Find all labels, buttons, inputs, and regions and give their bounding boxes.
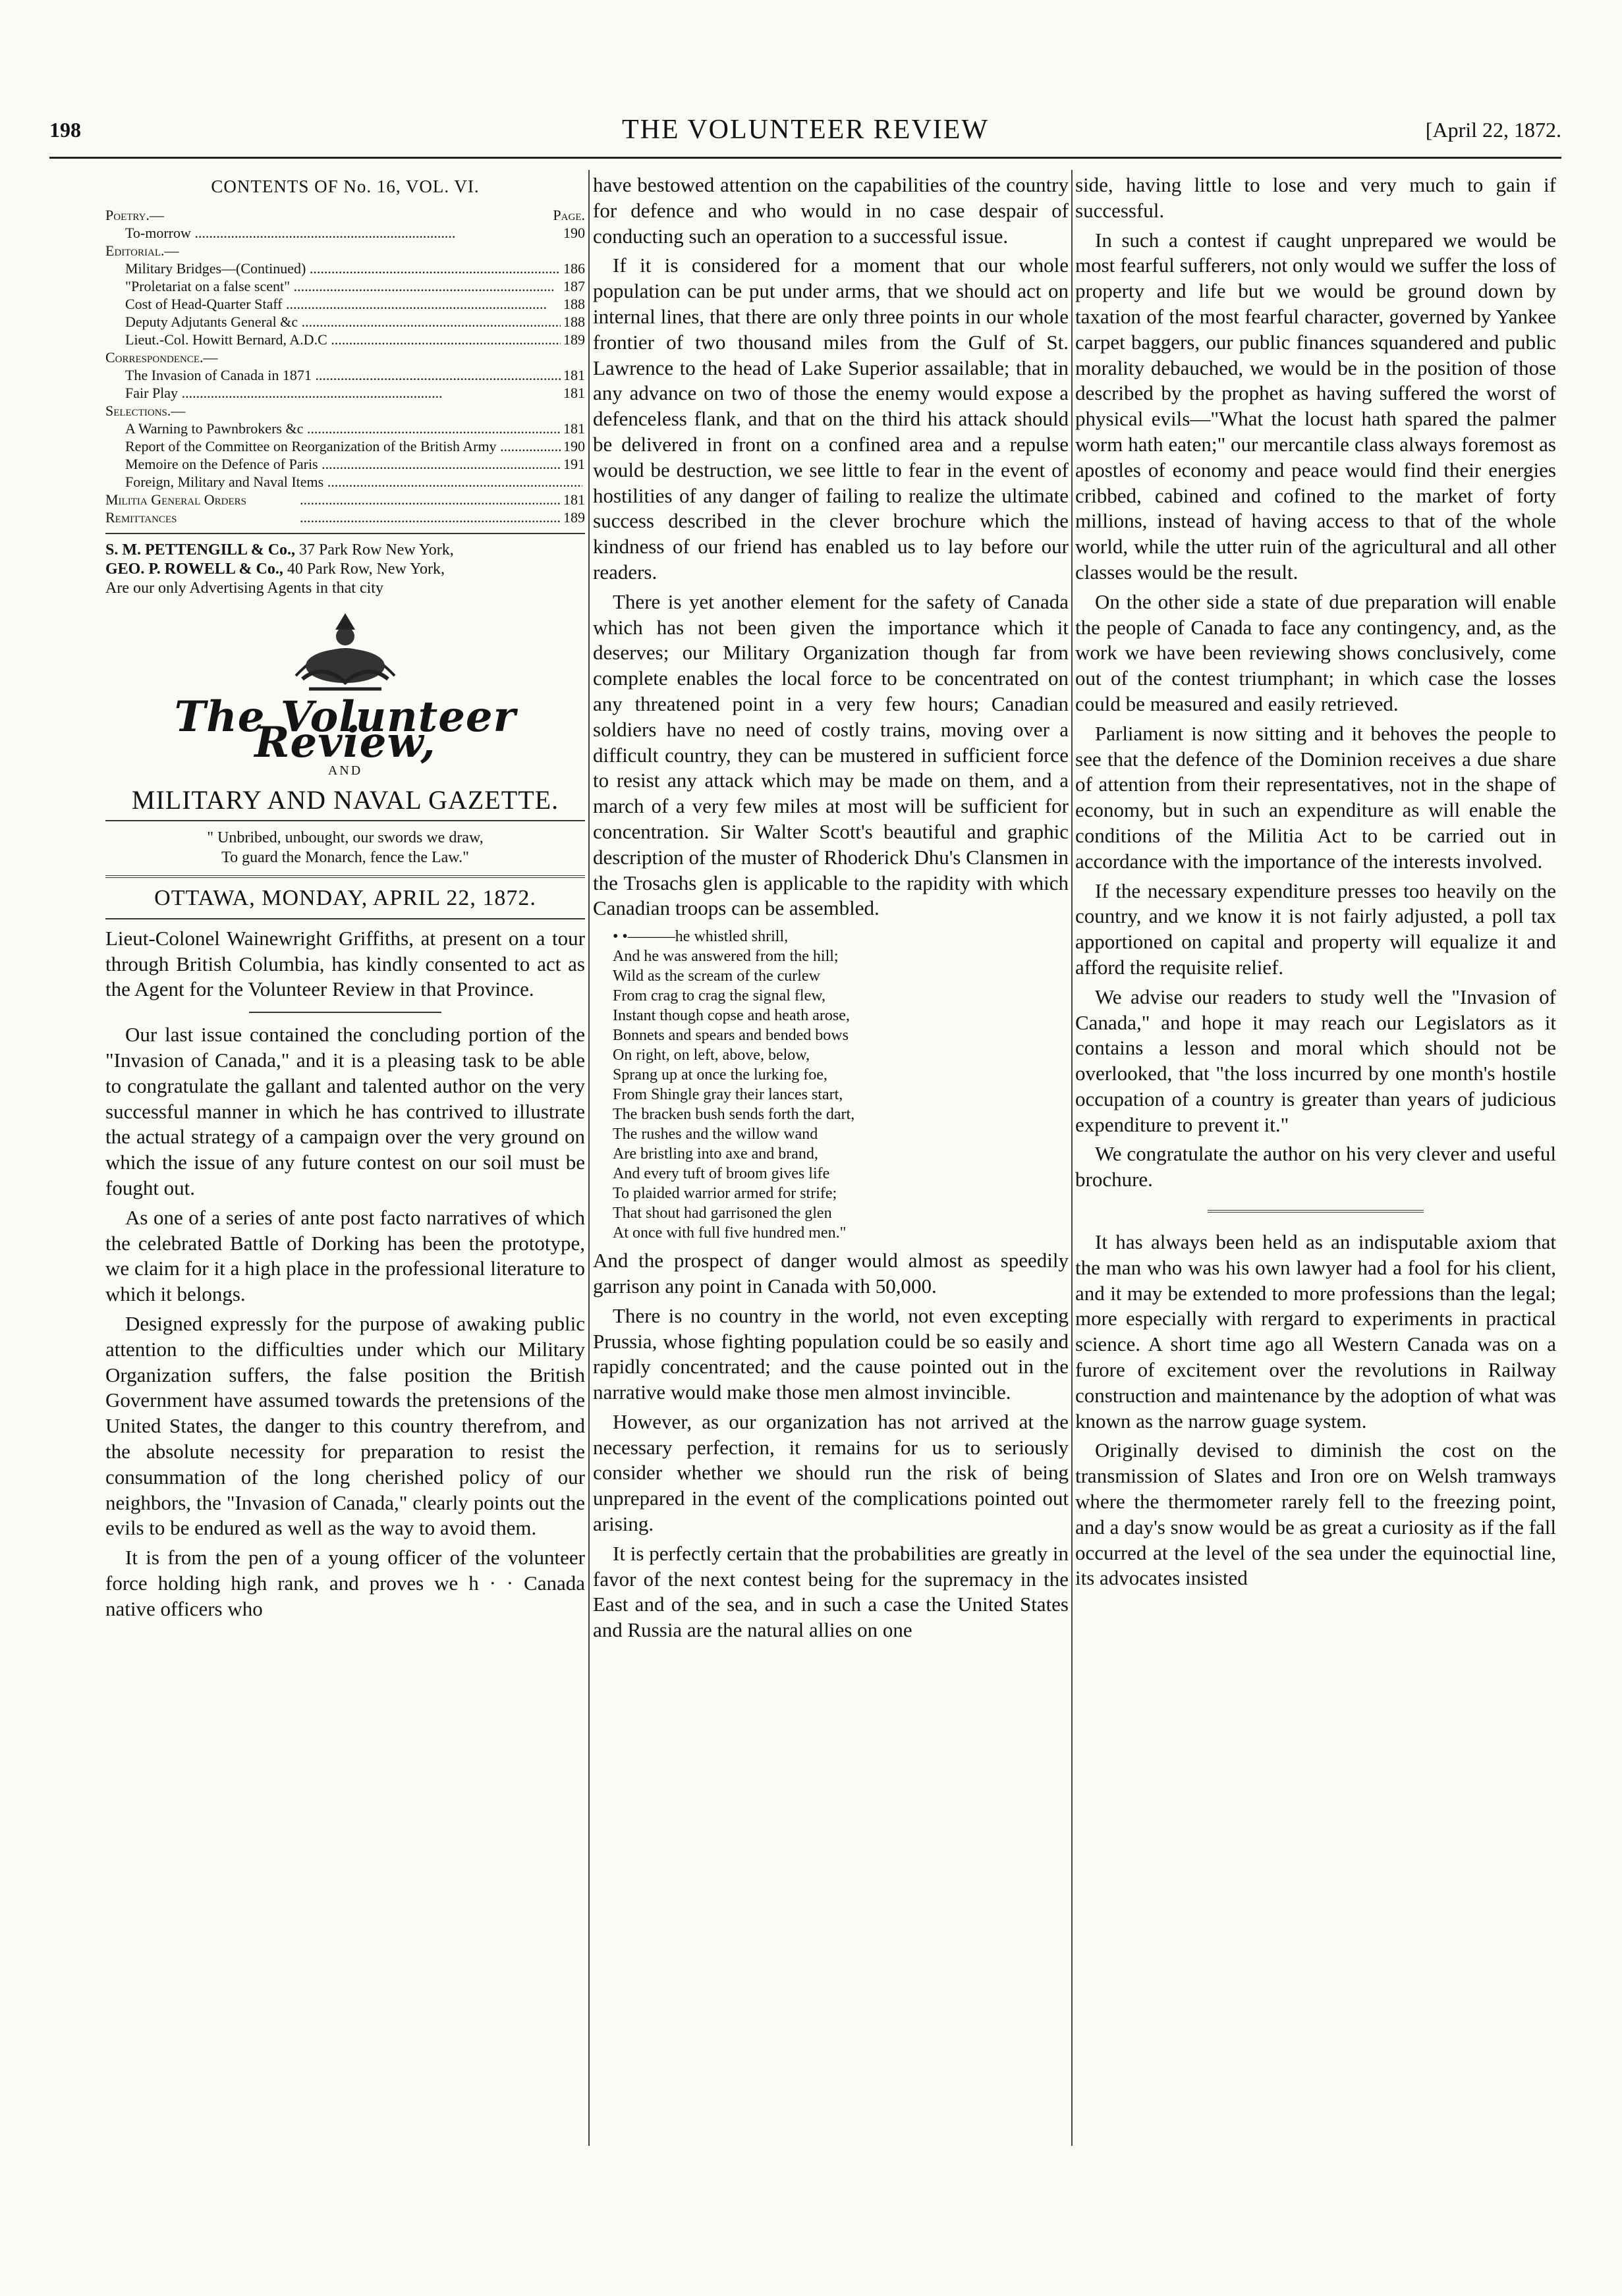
divider bbox=[105, 820, 585, 821]
divider bbox=[105, 533, 585, 534]
contents-item: To-morrow ..... 190 bbox=[105, 224, 585, 242]
column-rule bbox=[1071, 170, 1073, 2146]
article-paragraph: If the necessary expenditure presses too heavily on the country, and we know it is not fairly adjusted, a poll tax apportioned on capital and property will equalize it and afford the requisite relief. bbox=[1075, 879, 1556, 979]
contents-item: Military Bridges—(Continued) ..... 186 bbox=[105, 260, 585, 277]
article-paragraph: It is perfectly certain that the probabilities are greatly in favor of the next contest being for the supremacy in the East and of the sea, and in such a case the United States and Russia are the natural allies on one bbox=[593, 1541, 1069, 1642]
divider bbox=[105, 875, 585, 878]
article-paragraph: It has always been held as an indisputable axiom that the man who was his own lawyer had a fool for his client, and it may be extended to more professions than the legal; more especially with rergard to experiments in practical science. A short time ago all Western Canada was on a furore of excitement over the revolutions in Railway construction and maintenance by the adoption of what was known as the narrow guage system. bbox=[1075, 1230, 1556, 1433]
page-number: 198 bbox=[49, 118, 81, 142]
contents-table bbox=[105, 206, 585, 526]
article-paragraph: However, as our organization has not arrived at the necessary perfection, it remains for us to seriously consider whether we should run the risk of being unprepared in the event of the complications pointed out arising. bbox=[593, 1409, 1069, 1536]
article-paragraph: Lieut-Colonel Wainewright Griffiths, at present on a tour through British Columbia, has kindly consented to act as the Agent for the Volunteer Review in that Province. bbox=[105, 926, 585, 1001]
header-date: [April 22, 1872. bbox=[1425, 118, 1561, 142]
contents-item: Militia General Orders ..... 181 bbox=[105, 491, 585, 508]
article-paragraph: Our last issue contained the concluding portion of the "Invasion of Canada," and it is a pleasing task to be able to congratulate the gallant and talented author on the very successful manner in which he has contrived to illustrate the actual strategy of a campaign over the very ground on which the issue of any future contest on our soil must be fought out. bbox=[105, 1023, 585, 1199]
article-paragraph: have bestowed attention on the capabilities of the country for defence and who would in no case despair of conducting such an operation to a successful issue. bbox=[593, 173, 1069, 248]
masthead-title: The Volunteer Review, bbox=[174, 692, 517, 767]
running-title: THE VOLUNTEER REVIEW bbox=[621, 115, 990, 145]
contents-section: Poetry.— Page. bbox=[105, 206, 585, 223]
article-paragraph: Designed expressly for the purpose of awaking public attention to the difficulties under which our Military Organization suffers, the false position the British Government have assumed towards the pretensions of the United States, the danger to this country therefrom, and the absolute necessity for preparation to resist the consummation of the long cherished policy of our neighbors, the "Invasion of Canada," clearly points out the evils to be endured as well as the way to avoid them. bbox=[105, 1311, 585, 1540]
column-1 bbox=[105, 173, 585, 2148]
contents-item: Foreign, Military and Naval Items ..... bbox=[105, 473, 585, 491]
column-3 bbox=[1075, 173, 1556, 2148]
article-paragraph: There is yet another element for the safety of Canada which has not been given the importance which it deserves; our Military Organization though far from complete enables the local force to be concentrated on any threatened point in a very few hours; Canadian soldiers have no need of costly trains, moving over a difficult country, they can be mustered in sufficient force to resist any attack which may be made on them, and a march of a very few miles at most will be sufficient for concentration. Sir Walter Scott's beautiful and graphic description of the muster of Rhoderick Dhu's Clansmen in the Trosachs glen is applicable to the rapidity with which Canadian troops can be assembled. bbox=[593, 589, 1069, 920]
contents-item: "Proletariat on a false scent" ..... 187 bbox=[105, 277, 585, 295]
header-rule bbox=[49, 157, 1561, 159]
advertising-agents: S. M. PETTENGILL & Co., 37 Park Row New York, GEO. P. ROWELL & Co., 40 Park Row, New York, Are our only Advertising Agents in that city bbox=[105, 541, 585, 598]
contents-item: Deputy Adjutants General &c ..... 188 bbox=[105, 313, 585, 331]
contents-item: Lieut.-Col. Howitt Bernard, A.D.C ..... 189 bbox=[105, 331, 585, 348]
article-paragraph: It is from the pen of a young officer of the volunteer force holding high rank, and proves we h · · Canada native officers who bbox=[105, 1546, 585, 1620]
royal-crest-emblem bbox=[283, 610, 408, 696]
divider bbox=[105, 918, 585, 919]
article-paragraph: Parliament is now sitting and it behoves the people to see that the defence of the Dominion receives a due share of attention from their representatives, not in the shape of economy, but in such an expenditure as will enable the conditions of the Militia Act to be carried out in accordance with the importance of the interests involved. bbox=[1075, 721, 1556, 873]
motto: " Unbribed, unbought, our swords we draw, To guard the Monarch, fence the Law." bbox=[207, 829, 484, 866]
contents-item: Memoire on the Defence of Paris ..... 191 bbox=[105, 455, 585, 473]
poem-quotation: • •———he whistled shrill, And he was answered from the hill; Wild as the scream of the curlew From crag to crag the signal flew, Instant though copse and heath arose, Bonnets and spears and bended bows On right, on left, above, below, Sprang up at once the lurking foe, From Shingle gray their lances start, The bracken bush sends forth the dart, The rushes and the willow wand Are bristling into axe and brand, And every tuft of broom gives life To plaided warrior armed for strife; That shout had garrisoned the glen At once with full five hundred men." bbox=[613, 928, 855, 1242]
contents-item: Remittances ..... 189 bbox=[105, 508, 585, 526]
article-paragraph: We advise our readers to study well the "Invasion of Canada," and hope it may reach our Legislators as it contains a lesson and moral which should not be overlooked, that "the loss incurred by one month's hostile occupation of a country is greater than years of judicious expenditure to prevent it." bbox=[1075, 985, 1556, 1136]
dateline: OTTAWA, MONDAY, APRIL 22, 1872. bbox=[154, 885, 536, 910]
article-paragraph: In such a contest if caught unprepared we would be most fearful sufferers, not only would we suffer the loss of property and life but we would be ground down by taxation of the most fearful character, governed by Yankee carpet baggers, our public finances squandered and public morality debauched, we would be in the position of those described by the prophet as having suffered the worst of physical evils—"What the locust hath spared the palmer worm hath eaten;" our mercantile class always foremost as apostles of economy and peace would find their energies cribbed, cabined and cofined to the market of forty millions, instead of having access to that of the whole world, while the utter ruin of the agricultural and all other classes would be the result. bbox=[1075, 228, 1556, 584]
article-paragraph: If it is considered for a moment that our whole population can be put under arms, that we should act on internal lines, that there are only three points in our whole frontier of two thousand miles from the Gulf of St. Lawrence to the head of Lake Superior assailable; that in any advance on two of those the enemy would expose a defenceless flank, and that on the third his attack should be delivered in front on a confined area and a repulse would be destruction, we see little to fear in the event of hostilities of any danger of failing to realize the ultimate success described in the clever brochure which the kindness of our friend has enabled us to lay before our readers. bbox=[593, 254, 1069, 584]
column-2 bbox=[593, 173, 1069, 2148]
contents-section: Editorial.— bbox=[105, 242, 179, 259]
contents-item: A Warning to Pawnbrokers &c ..... 181 bbox=[105, 420, 585, 437]
column-rule bbox=[588, 170, 590, 2146]
article-paragraph: We congratulate the author on his very clever and useful brochure. bbox=[1075, 1142, 1556, 1191]
contents-section: Correspondence.— bbox=[105, 348, 218, 366]
agent-name: S. M. PETTENGILL & Co., bbox=[105, 541, 296, 559]
divider bbox=[249, 1012, 441, 1013]
article-paragraph: On the other side a state of due preparation will enable the people of Canada to face any contingency, and, as the work we have been reviewing shows conclusively, come out of the contest triumphant; in which case the losses could be measured and easily retrieved. bbox=[1075, 589, 1556, 715]
contents-item: Fair Play ..... 181 bbox=[105, 384, 585, 402]
contents-section: Selections.— bbox=[105, 402, 186, 419]
article-paragraph: There is no country in the world, not even excepting Prussia, whose fighting population could be so easily and rapidly concentrated; and the cause pointed out in the narrative would make those men almost invincible. bbox=[593, 1303, 1069, 1404]
article-paragraph: As one of a series of ante post facto narratives of which the celebrated Battle of Dorking has been the prototype, we claim for it a high place in the professional literature to which it belongs. bbox=[105, 1205, 585, 1306]
divider bbox=[1208, 1210, 1424, 1213]
article-paragraph: And the prospect of danger would almost as speedily garrison any point in Canada with 50,000. bbox=[593, 1249, 1069, 1298]
agent-name: GEO. P. ROWELL & Co., bbox=[105, 560, 283, 578]
contents-item: Report of the Committee on Reorganization of the British Army ..... 190 bbox=[105, 437, 585, 455]
article-paragraph: side, having little to lose and very much to gain if successful. bbox=[1075, 173, 1556, 222]
contents-item: Cost of Head-Quarter Staff ..... 188 bbox=[105, 295, 585, 313]
contents-item: The Invasion of Canada in 1871 ..... 181 bbox=[105, 366, 585, 384]
contents-title: CONTENTS OF No. 16, VOL. VI. bbox=[211, 177, 480, 196]
agents-note: Are our only Advertising Agents in that city bbox=[105, 579, 383, 597]
page-header bbox=[49, 102, 1561, 155]
masthead-subtitle: MILITARY AND NAVAL GAZETTE. bbox=[131, 785, 559, 815]
article-paragraph: Originally devised to diminish the cost on the transmission of Slates and Iron ore on Welsh tramways where the thermometer rarely fell to the freezing point, and a day's snow would be as great a curiosity as if the fall occurred at the level of the sea under the equinoctial line, its advocates insisted bbox=[1075, 1438, 1556, 1590]
masthead-and: AND bbox=[327, 763, 363, 779]
